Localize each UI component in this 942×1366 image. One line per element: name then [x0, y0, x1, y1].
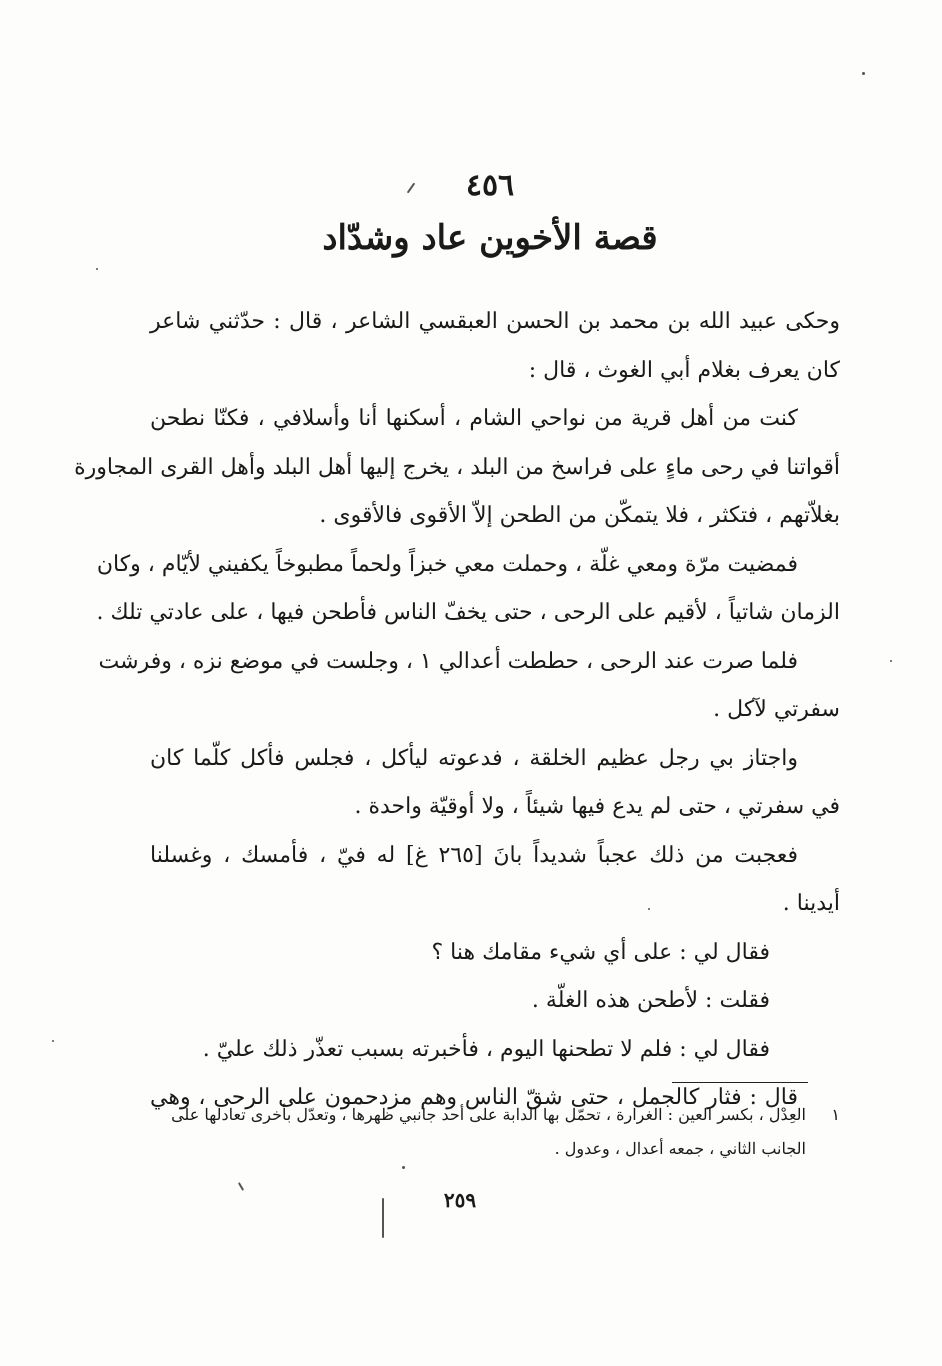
text-line: فقلت : لأطحن هذه الغلّة .	[531, 988, 770, 1013]
story-number: ٤٥٦	[465, 168, 515, 203]
text-line: فمضيت مرّة ومعي غلّة ، وحملت معي خبزاً ولحماً مطبوخاً يكفيني لأيّام ، وكان	[96, 551, 798, 577]
paper-speck	[648, 908, 650, 910]
page-number: ٢٥٩	[443, 1188, 477, 1212]
text-line: أقواتنا في رحى ماءٍ على فراسخ من البلد ، يخرج إليها أهل البلد وأهل القرى المجاورة	[74, 454, 840, 480]
paper-speck	[862, 72, 865, 75]
footnote-divider	[672, 1082, 808, 1083]
paper-speck	[96, 268, 98, 270]
text-line: وحكى عبيد الله بن محمد بن الحسن العبقسي الشاعر ، قال : حدّثني شاعر	[150, 309, 840, 334]
text-line: أيدينا .	[782, 891, 840, 916]
footnote-text: العِدْل ، بكسر العين : الغرارة ، تحمّل بها الدابة على أحد جانبي ظهرها ، وتعدّل بأخرى تعادلها على	[171, 1105, 806, 1124]
paper-speck	[52, 1040, 54, 1042]
text-line: بغلاّتهم ، فتكثر ، فلا يتمكّن من الطحن إلاّ الأقوى فالأقوى .	[319, 503, 840, 528]
footnote-marker: ١	[831, 1105, 840, 1124]
paper-speck	[402, 1166, 405, 1169]
footnote-line	[150, 1098, 840, 1132]
text-line: واجتاز بي رجل عظيم الخلقة ، فدعوته ليأكل ، فجلس فأكل كلّما كان	[150, 745, 798, 771]
paper-speck	[238, 1182, 244, 1191]
text-line: كنت من أهل قرية من نواحي الشام ، أسكنها أنا وأسلافي ، فكنّا نطحن	[150, 406, 798, 431]
footnote-line: الجانب الثاني ، جمعه أعدال ، وعدول .	[554, 1139, 806, 1158]
text-line: كان يعرف بغلام أبي الغوث ، قال :	[528, 357, 840, 383]
text-line: في سفرتي ، حتى لم يدع فيها شيئاً ، ولا أوقيّة واحدة .	[354, 794, 840, 819]
text-line: فعجبت من ذلك عجباً شديداً بانَ [٢٦٥ غ] له فيّ ، فأمسك ، وغسلنا	[150, 842, 798, 868]
paper-speck	[382, 1198, 384, 1238]
paper-speck	[407, 183, 416, 194]
footnotes	[150, 1098, 840, 1166]
text-line: سفرتي لآكل .	[713, 697, 840, 722]
text-line: فلما صرت عند الرحى ، حططت أعدالي ١ ، وجلست في موضع نزه ، وفرشت	[98, 648, 798, 674]
text-line: فقال لي : فلم لا تطحنها اليوم ، فأخبرته بسبب تعذّر ذلك عليّ .	[202, 1036, 770, 1062]
text-line: فقال لي : على أي شيء مقامك هنا ؟	[431, 939, 770, 965]
text-line: قال : فثار كالجمل ، حتى شقّ الناس وهم مزدحمون على الرحى ، وهي	[150, 1085, 798, 1110]
text-line: الزمان شاتياً ، لأقيم على الرحى ، حتى يخفّ الناس فأطحن فيها ، على عادتي تلك .	[96, 600, 840, 625]
paper-speck	[890, 660, 892, 662]
body-text	[74, 298, 840, 1123]
story-title: قصة الأخوين عاد وشدّاد	[322, 218, 658, 258]
